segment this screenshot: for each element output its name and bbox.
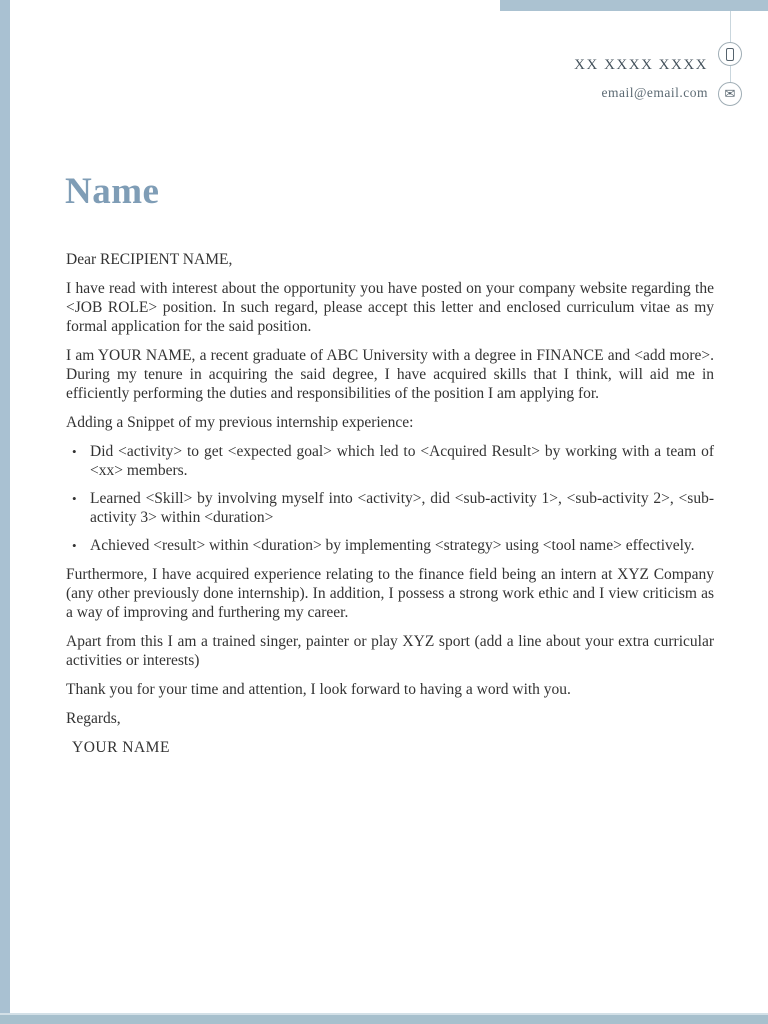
phone-icon-circle <box>718 42 742 66</box>
signature: YOUR NAME <box>72 739 170 756</box>
paragraph-intro: I have read with interest about the opportunity you have posted on your company website regarding the <JOB ROLE> position. In such regard, please accept this letter and enclosed curriculum vitae as my formal application for the said position. <box>66 280 714 335</box>
regards: Regards, <box>66 710 121 727</box>
left-accent-bar <box>0 0 10 1024</box>
paragraph-thanks: Thank you for your time and attention, I look forward to having a word with you. <box>66 681 571 698</box>
list-item <box>66 442 714 480</box>
letter-body <box>66 250 714 767</box>
bullet-text: Achieved <result> within <duration> by implementing <strategy> using <tool name> effectively. <box>90 537 695 554</box>
list-item <box>66 489 714 527</box>
mobile-phone-icon <box>726 48 734 61</box>
paragraph-about: I am YOUR NAME, a recent graduate of ABC University with a degree in FINANCE and <add more>. During my tenure in acquiring the said degree, I have acquired skills that I think, will aid me in efficiently performing the duties and responsibilities of the position I am applying for. <box>66 347 714 402</box>
bullet-text: Did <activity> to get <expected goal> which led to <Acquired Result> by working with a team of <xx> members. <box>90 443 714 479</box>
page-title: Name <box>65 171 160 212</box>
list-item <box>66 536 714 555</box>
paragraph-experience: Furthermore, I have acquired experience relating to the finance field being an intern at XYZ Company (any other previously done internship). In addition, I possess a strong work ethic and I view criticism as a way of improving and furthering my career. <box>66 566 714 621</box>
experience-bullet-list <box>66 442 714 555</box>
bottom-accent-bar <box>0 1013 768 1024</box>
bullet-icon: • <box>72 538 77 553</box>
contact-email: email@email.com <box>601 85 708 100</box>
contact-phone: XX XXXX XXXX <box>574 57 708 73</box>
email-icon-circle <box>718 82 742 106</box>
bullet-icon: • <box>72 491 77 506</box>
top-accent-bar <box>500 0 768 11</box>
salutation: Dear RECIPIENT NAME, <box>66 251 233 268</box>
paragraph-extracurricular: Apart from this I am a trained singer, painter or play XYZ sport (add a line about your extra curricular activities or interests) <box>66 633 714 669</box>
bullet-icon: • <box>72 444 77 459</box>
envelope-icon: ✉ <box>724 86 736 102</box>
bullet-text: Learned <Skill> by involving myself into <activity>, did <sub-activity 1>, <sub-activity 2>, <sub-activity 3> within <duration> <box>90 490 714 526</box>
snippet-intro: Adding a Snippet of my previous internship experience: <box>66 414 414 431</box>
